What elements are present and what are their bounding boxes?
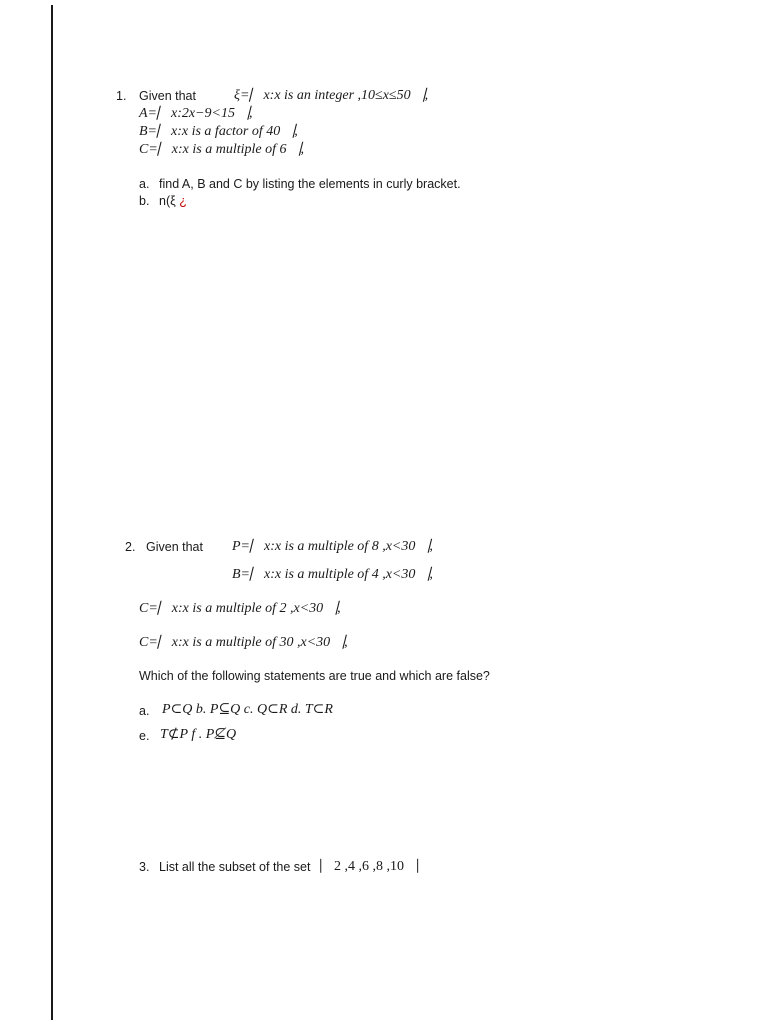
q1-set-b: B=⎸x:x is a factor of 40⎹, (139, 124, 298, 139)
q1-universal-set: ξ=⎸x:x is an integer ,10≤x≤50⎹, (234, 88, 429, 103)
q2-number: 2. (125, 540, 136, 554)
q2-question: Which of the following statements are true and which are false? (139, 669, 490, 683)
q3-set: ⎸2 ,4 ,6 ,8 ,10⎹ (320, 859, 418, 874)
q2-set-b: B=⎸x:x is a multiple of 4 ,x<30⎹, (232, 567, 433, 582)
q1-part-a-text: find A, B and C by listing the elements in curly bracket. (159, 177, 461, 191)
q1-given-label: Given that (139, 89, 196, 103)
q1-part-b-expr: n(ξ (159, 194, 176, 208)
q1-set-c: C=⎸x:x is a multiple of 6⎹, (139, 142, 304, 157)
q2-set-c-second: C=⎸x:x is a multiple of 30 ,x<30⎹, (139, 635, 348, 650)
q1-part-b-label: b. (139, 194, 150, 208)
q1-part-b-text (159, 195, 187, 208)
q1-part-a-label: a. (139, 177, 150, 191)
q2-option-e-label: e. (139, 729, 150, 743)
q1-set-a: A=⎸x:2x−9<15⎹, (139, 106, 253, 121)
q1-part-b-glyph: ¿ (179, 194, 187, 208)
page-margin-line (51, 5, 53, 1020)
q1-number: 1. (116, 89, 127, 103)
q2-given-label: Given that (146, 540, 203, 554)
q2-option-a-statements: P⊂Q b. P⊆Q c. Q⊂R d. T⊂R (162, 702, 333, 717)
q2-set-c-first: C=⎸x:x is a multiple of 2 ,x<30⎹, (139, 601, 341, 616)
q3-number: 3. (139, 860, 150, 874)
q2-option-e-statements: T⊄P f . P⊈Q (160, 727, 237, 742)
q3-text: List all the subset of the set (159, 860, 311, 874)
q2-set-p: P=⎸x:x is a multiple of 8 ,x<30⎹, (232, 539, 433, 554)
q2-option-a-label: a. (139, 704, 150, 718)
